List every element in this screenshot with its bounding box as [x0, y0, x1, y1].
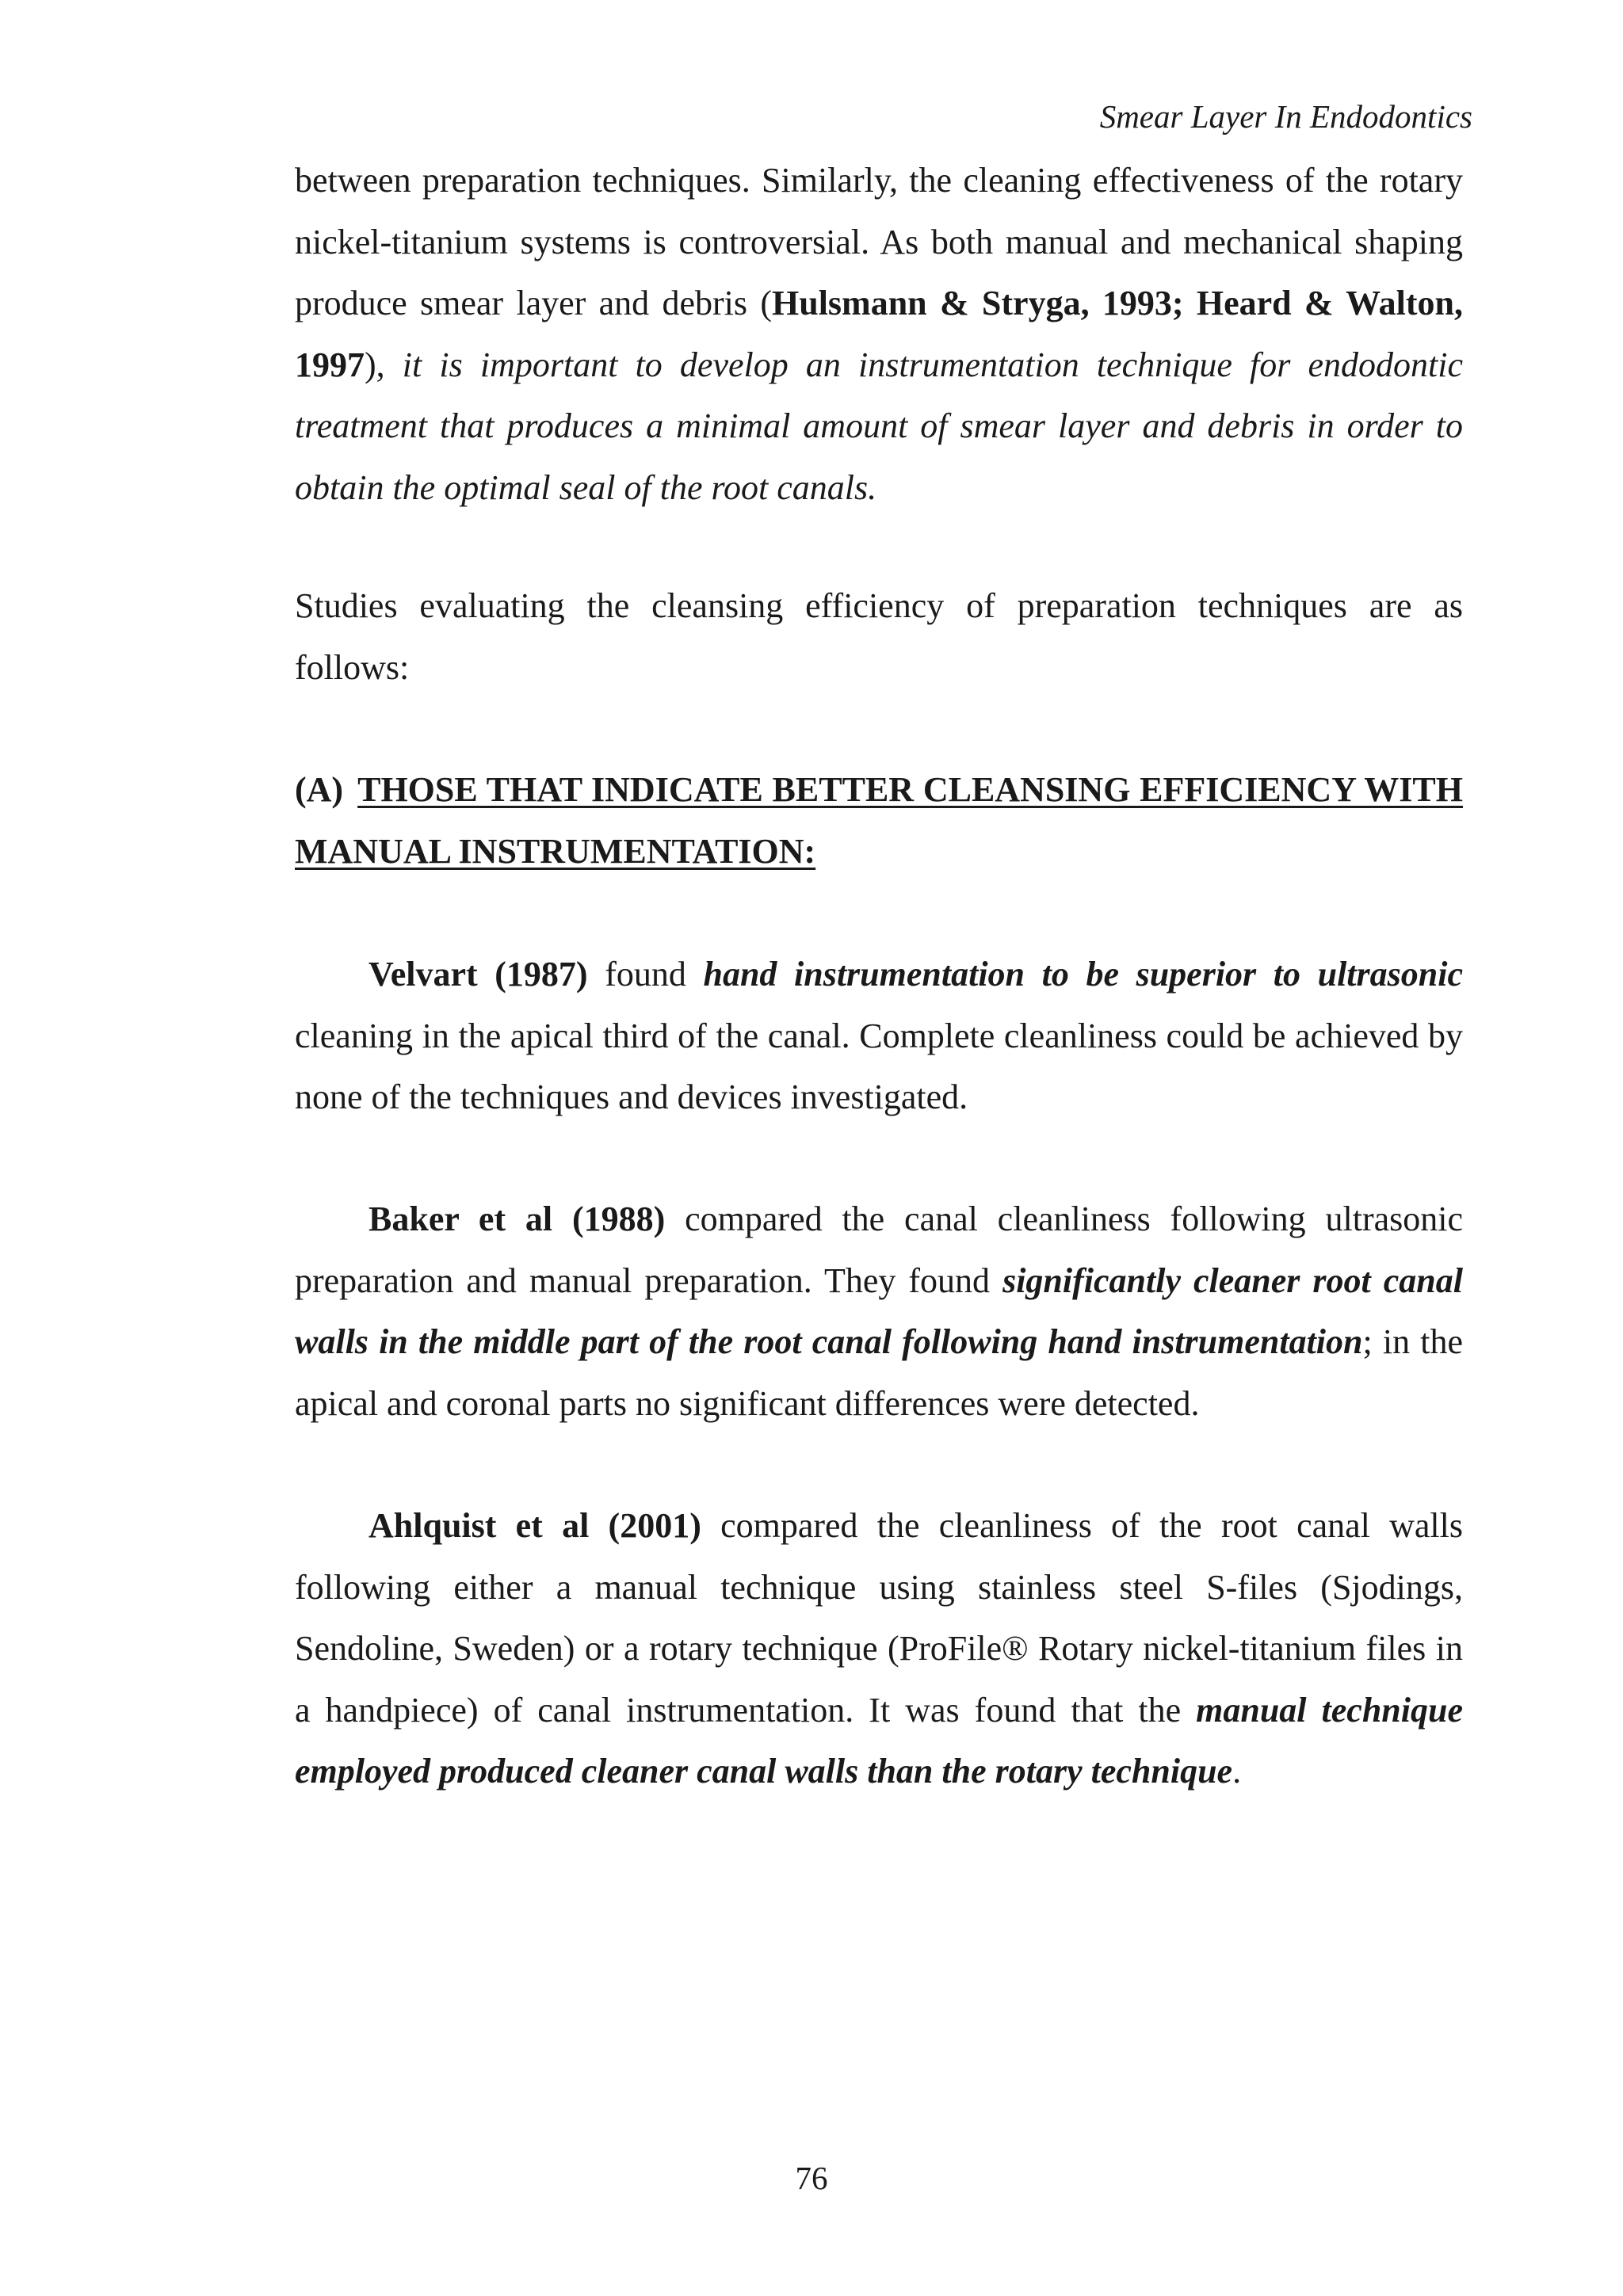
- key-finding: significantly cleaner root canal walls in the middle part of the root canal following hand instrumentation: [295, 1261, 1463, 1361]
- author-citation: Velvart (1987): [369, 955, 588, 994]
- paragraph-velvart: [295, 944, 1463, 1128]
- paragraph-intro: [295, 150, 1463, 518]
- paragraph-baker: [295, 1188, 1463, 1434]
- paragraph-text: compared the cleanliness of the root canal walls following either a manual technique using stainless steel S-files (Sjodings, Sendoline, Sweden) or a rotary technique (ProFile® Rotary nickel-titanium files in a handpiece) of canal instrumentation. It was found that the: [295, 1506, 1463, 1730]
- paragraph-text: compared the canal cleanliness following ultrasonic preparation and manual preparation. They found: [295, 1199, 1464, 1300]
- page-number: 76: [795, 2160, 828, 2196]
- author-citation: Baker et al (1988): [369, 1199, 666, 1238]
- paragraph-text: found: [587, 955, 704, 994]
- author-citation: Ahlquist et al (2001): [369, 1506, 701, 1545]
- paragraph-text: between preparation techniques. Similarly, the cleaning effectiveness of the rotary nickel-titanium systems is controversial. As both manual and mechanical shaping produce smear layer and debris (: [295, 161, 1463, 322]
- section-title: THOSE THAT INDICATE BETTER CLEANSING EFFICIENCY WITH MANUAL INSTRUMENTATION:: [295, 770, 1463, 871]
- section-heading: [295, 759, 1463, 882]
- paragraph-text: ; in the apical and coronal parts no significant differences were detected.: [295, 1322, 1464, 1423]
- paragraph-text: cleaning in the apical third of the canal. Complete cleanliness could be achieved by none of the techniques and devices investigated.: [295, 1016, 1463, 1116]
- paragraph-text: .: [1232, 1752, 1242, 1791]
- section-label: (A): [295, 770, 344, 809]
- key-finding: hand instrumentation to be superior to ultrasonic: [703, 955, 1464, 994]
- paragraph-text: ),: [365, 345, 403, 384]
- paragraph-ahlquist: [295, 1495, 1463, 1802]
- citation: Hulsmann & Stryga, 1993; Heard & Walton, 1997: [295, 284, 1464, 384]
- key-finding: manual technique employed produced cleaner canal walls than the rotary technique: [295, 1690, 1464, 1791]
- paragraph-studies-intro: Studies evaluating the cleansing efficiency of preparation techniques are as follows:: [295, 586, 1463, 687]
- running-header: Smear Layer In Endodontics: [1099, 98, 1472, 135]
- emphasized-statement: it is important to develop an instrumentation technique for endodontic treatment that produces a minimal amount of smear layer and debris in order to obtain the optimal seal of the root canals.: [295, 345, 1463, 507]
